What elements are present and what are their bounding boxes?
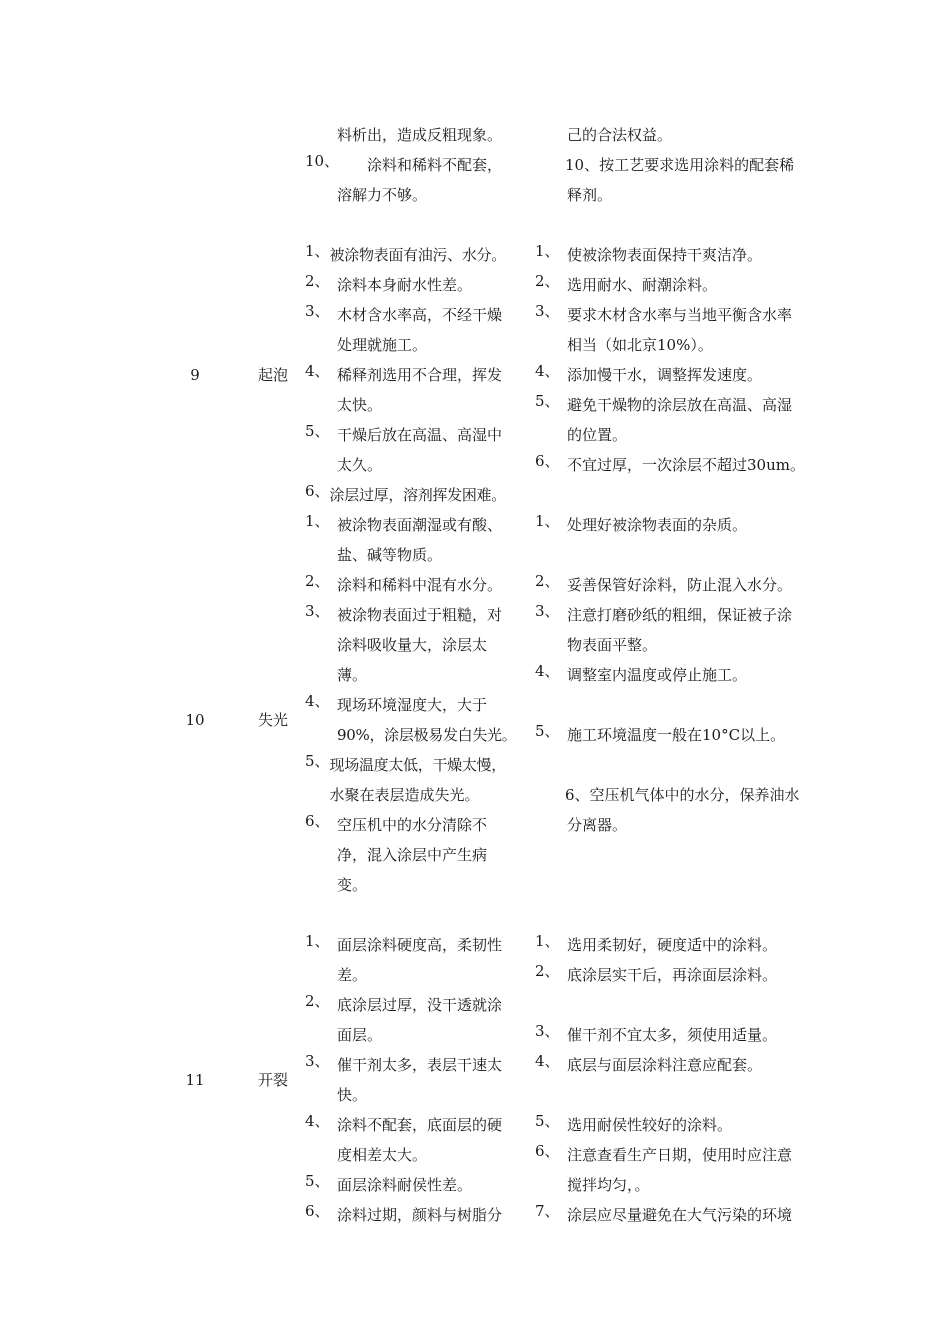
cause-item — [305, 270, 527, 300]
solution-item — [535, 1020, 835, 1050]
text-line: 涂料本身耐水性差。 — [337, 276, 473, 294]
text-line: 妥善保管好涂料，防止混入水分。 — [567, 576, 793, 594]
cause-item — [305, 120, 527, 150]
causes-column — [305, 930, 527, 1230]
cause-item — [305, 150, 527, 210]
cause-item — [305, 750, 527, 810]
item-marker: 3、 — [535, 302, 560, 320]
solution-item — [535, 930, 835, 960]
text-line: 底涂层过厚，没干透就涂 — [337, 996, 503, 1014]
text-line: 涂料吸收量大，涂层太 — [337, 636, 488, 654]
cause-item — [305, 360, 527, 420]
text-line: 面层涂料耐侯性差。 — [337, 1176, 473, 1194]
solution-item — [535, 570, 835, 600]
item-marker: 3、 — [535, 1022, 560, 1040]
solution-item — [535, 120, 835, 150]
text-line: 施工环境温度一般在10°C以上。 — [567, 726, 786, 744]
solution-item — [535, 720, 835, 750]
text-line: 添加慢干水，调整挥发速度。 — [567, 366, 763, 384]
solution-item — [535, 360, 835, 390]
text-line: 的位置。 — [567, 426, 628, 444]
text-line: 物表面平整。 — [567, 636, 658, 654]
text-line: 相当（如北京10%）。 — [567, 336, 713, 354]
item-marker: 6、 — [305, 812, 330, 830]
item-marker: 4、 — [305, 362, 330, 380]
cause-item — [305, 990, 527, 1050]
text-line: 稀释剂选用不合理，挥发 — [337, 366, 503, 384]
solution-item — [535, 1110, 835, 1140]
item-marker: 1、 — [535, 512, 560, 530]
item-marker: 2、 — [305, 992, 330, 1010]
cause-item — [305, 600, 527, 690]
item-marker: 7、 — [535, 1202, 560, 1220]
text-line: 快。 — [337, 1086, 368, 1104]
solution-item — [535, 300, 835, 360]
text-line: 注意打磨砂纸的粗细，保证被子涂 — [567, 606, 793, 624]
indent — [305, 120, 337, 150]
text-line: 涂料过期，颜料与树脂分 — [337, 1206, 503, 1224]
text-line: 搅拌均匀，。 — [567, 1176, 650, 1194]
item-marker: 3、 — [305, 302, 330, 320]
text-line: 太久。 — [337, 456, 383, 474]
causes-column — [305, 240, 527, 510]
item-marker: 1、 — [305, 932, 330, 950]
cause-item — [305, 300, 527, 360]
item-marker: 5、 — [305, 752, 330, 770]
text-line: 选用柔韧好，硬度适中的涂料。 — [567, 936, 778, 954]
solution-item — [535, 150, 835, 210]
text-line: 差。 — [337, 966, 368, 984]
item-marker: 4、 — [535, 362, 560, 380]
row-number: 9 — [190, 366, 200, 384]
item-marker: 3、 — [305, 1052, 330, 1070]
defect-name: 起泡 — [257, 366, 288, 384]
cause-item — [305, 690, 527, 750]
text-line: 现场环境湿度大，大于 — [337, 696, 488, 714]
item-marker: 5、 — [305, 1172, 330, 1190]
solutions-column — [535, 510, 835, 840]
item-marker: 5、 — [535, 722, 560, 740]
text-line: 度相差太大。 — [337, 1146, 428, 1164]
text-line: 面层涂料硬度高，柔韧性 — [337, 936, 503, 954]
text-line: 要求木材含水率与当地平衡含水率 — [567, 306, 793, 324]
item-marker: 6、 — [535, 452, 560, 470]
item-marker: 3、 — [305, 602, 330, 620]
item-marker: 2、 — [305, 272, 330, 290]
item-marker: 1、 — [305, 242, 330, 260]
cause-item — [305, 1050, 527, 1110]
item-marker: 1、 — [305, 512, 330, 530]
text-line: 处理就施工。 — [337, 336, 428, 354]
cause-item — [305, 810, 527, 900]
solution-item — [535, 660, 835, 690]
defect-name: 开裂 — [257, 1071, 288, 1089]
text-line: 盐、碱等物质。 — [337, 546, 443, 564]
item-marker: 4、 — [305, 692, 330, 710]
item-marker: 2、 — [535, 272, 560, 290]
text-line: 料析出，造成反粗现象。 — [337, 126, 503, 144]
text-line: 涂层应尽量避免在大气污染的环境 — [567, 1206, 793, 1224]
item-marker: 1、 — [535, 242, 560, 260]
text-line: 不宜过厚，一次涂层不超过30um。 — [567, 456, 805, 474]
solution-item — [535, 390, 835, 450]
text-line: 10、按工艺要求选用涂料的配套稀 — [535, 156, 795, 174]
item-marker: 10、 — [305, 152, 340, 170]
item-marker: 6、 — [535, 1142, 560, 1160]
indent — [535, 120, 567, 150]
text-line: 分离器。 — [567, 816, 628, 834]
text-line: 底层与面层涂料注意应配套。 — [567, 1056, 763, 1074]
cause-item — [305, 1200, 527, 1230]
text-line: 溶解力不够。 — [337, 186, 428, 204]
solution-item — [535, 960, 835, 990]
solution-item — [535, 1050, 835, 1080]
cause-item — [305, 240, 527, 270]
solution-item — [535, 510, 835, 540]
text-line: 催干剂太多，表层干速太 — [337, 1056, 503, 1074]
text-line: 6、空压机气体中的水分，保养油水 — [535, 786, 800, 804]
solution-item — [535, 600, 835, 660]
cause-item — [305, 420, 527, 480]
item-marker: 2、 — [535, 572, 560, 590]
text-line: 被涂物表面潮湿或有酸、 — [337, 516, 503, 534]
text-line: 避免干燥物的涂层放在高温、高湿 — [567, 396, 793, 414]
cause-item — [305, 570, 527, 600]
text-line: 涂层过厚，溶剂挥发困难。 — [329, 486, 506, 504]
text-line: 面层。 — [337, 1026, 383, 1044]
solution-item — [535, 270, 835, 300]
text-line: 太快。 — [337, 396, 383, 414]
item-marker: 5、 — [535, 1112, 560, 1130]
row-number: 10 — [185, 711, 205, 729]
text-line: 净，混入涂层中产生病 — [337, 846, 488, 864]
cause-item — [305, 510, 527, 570]
solution-item — [535, 1140, 835, 1200]
text-line: 涂料不配套，底面层的硬 — [337, 1116, 503, 1134]
carryover-causes — [305, 120, 527, 210]
text-line: 调整室内温度或停止施工。 — [567, 666, 748, 684]
item-marker: 6、 — [305, 482, 330, 500]
text-line: 被涂物表面有油污、水分。 — [329, 246, 506, 264]
text-line: 释剂。 — [567, 186, 613, 204]
text-line: 选用耐侯性较好的涂料。 — [567, 1116, 733, 1134]
item-marker: 2、 — [535, 962, 560, 980]
causes-column — [305, 510, 527, 900]
text-line: 底涂层实干后，再涂面层涂料。 — [567, 966, 778, 984]
solution-item — [535, 240, 835, 270]
text-line: 注意查看生产日期，使用时应注意 — [567, 1146, 793, 1164]
item-marker: 1、 — [535, 932, 560, 950]
solution-item — [535, 1200, 835, 1230]
text-line: 水聚在表层造成失光。 — [329, 786, 480, 804]
text-line: 涂料和稀料中混有水分。 — [337, 576, 503, 594]
text-line: 选用耐水、耐潮涂料。 — [567, 276, 718, 294]
item-marker: 2、 — [305, 572, 330, 590]
carryover-solutions — [535, 120, 835, 210]
text-line: 干燥后放在高温、高湿中 — [337, 426, 503, 444]
item-marker: 3、 — [535, 602, 560, 620]
cause-item — [305, 480, 527, 510]
item-marker: 6、 — [305, 1202, 330, 1220]
item-marker: 4、 — [535, 1052, 560, 1070]
text-line: 处理好被涂物表面的杂质。 — [567, 516, 748, 534]
text-line: 使被涂物表面保持干爽洁净。 — [567, 246, 763, 264]
item-marker: 5、 — [535, 392, 560, 410]
text-line: 变。 — [337, 876, 368, 894]
text-line: 空压机中的水分清除不 — [337, 816, 488, 834]
cause-item — [305, 1110, 527, 1170]
text-line: 现场温度太低，干燥太慢， — [329, 756, 506, 774]
defect-name: 失光 — [257, 711, 288, 729]
solutions-column — [535, 240, 835, 480]
text-line: 被涂物表面过于粗糙，对 — [337, 606, 503, 624]
item-marker: 5、 — [305, 422, 330, 440]
item-marker: 4、 — [535, 662, 560, 680]
cause-item — [305, 1170, 527, 1200]
solution-item — [535, 450, 835, 480]
text-line: 催干剂不宜太多，须使用适量。 — [567, 1026, 778, 1044]
text-line: 薄。 — [337, 666, 368, 684]
solutions-column — [535, 930, 835, 1230]
solution-item — [535, 780, 835, 840]
item-marker: 4、 — [305, 1112, 330, 1130]
row-number: 11 — [185, 1071, 205, 1089]
text-line: 己的合法权益。 — [567, 126, 673, 144]
text-line: 90%，涂层极易发白失光。 — [337, 726, 517, 744]
cause-item — [305, 930, 527, 990]
text-line: 木材含水率高，不经干燥 — [337, 306, 503, 324]
text-line: 涂料和稀料不配套， — [337, 156, 503, 174]
